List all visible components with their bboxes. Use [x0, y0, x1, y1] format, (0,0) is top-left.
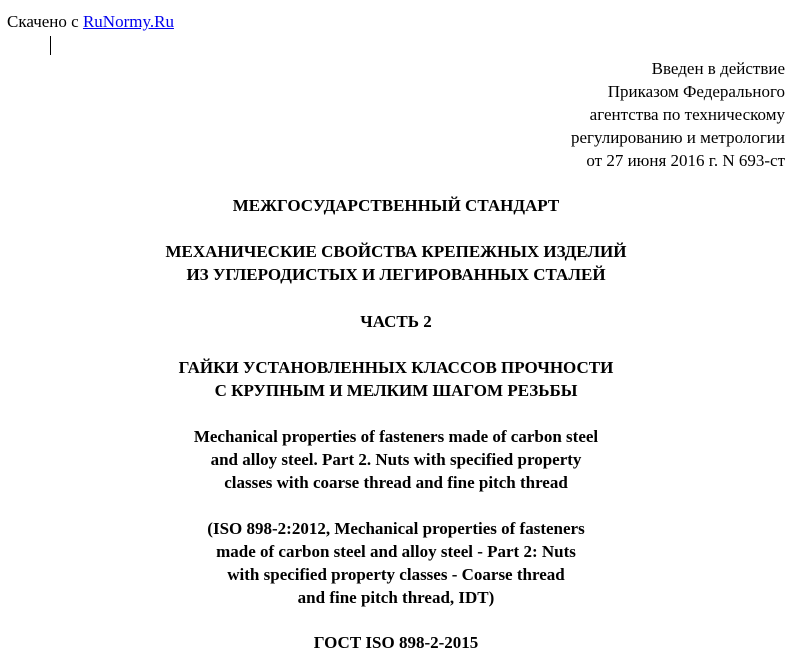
part-heading — [0, 310, 792, 333]
title-ru — [0, 240, 792, 286]
source-prefix: Скачено с — [7, 12, 83, 31]
title-en — [0, 425, 792, 494]
designation-text: ГОСТ ISO 898-2-2015 — [313, 633, 479, 652]
adoption-line: от 27 июня 2016 г. N 693-ст — [586, 151, 785, 170]
adoption-line: Приказом Федерального — [607, 82, 785, 101]
iso-reference-line: (ISO 898-2:2012, Mechanical properties of fasteners — [207, 519, 585, 538]
title-en-line: classes with coarse thread and fine pitch thread — [224, 473, 568, 492]
iso-reference-line: with specified property classes - Coarse thread — [227, 565, 565, 584]
adoption-line: Введен в действие — [651, 59, 785, 78]
standard-type — [0, 194, 792, 217]
source-link[interactable]: RuNormy.Ru — [82, 12, 174, 31]
standard-type-text: МЕЖГОСУДАРСТВЕННЫЙ СТАНДАРТ — [232, 196, 560, 215]
iso-reference — [0, 517, 792, 609]
part-text: ЧАСТЬ 2 — [360, 312, 432, 331]
adoption-line: агентства по техническому — [589, 105, 785, 124]
text-cursor — [50, 36, 51, 55]
subtitle-ru — [0, 356, 792, 402]
iso-reference-line: and fine pitch thread, IDT) — [297, 588, 495, 607]
designation — [0, 631, 792, 654]
iso-reference-line: made of carbon steel and alloy steel - Part 2: Nuts — [216, 542, 576, 561]
adoption-line: регулированию и метрологии — [570, 128, 785, 147]
subtitle-ru-line: ГАЙКИ УСТАНОВЛЕННЫХ КЛАССОВ ПРОЧНОСТИ — [178, 358, 614, 377]
source-line — [7, 10, 174, 33]
subtitle-ru-line: С КРУПНЫМ И МЕЛКИМ ШАГОМ РЕЗЬБЫ — [214, 381, 578, 400]
title-ru-line: МЕХАНИЧЕСКИЕ СВОЙСТВА КРЕПЕЖНЫХ ИЗДЕЛИЙ — [165, 242, 627, 261]
title-en-line: Mechanical properties of fasteners made of carbon steel — [193, 427, 599, 446]
title-en-line: and alloy steel. Part 2. Nuts with specified property — [210, 450, 582, 469]
adoption-notice — [571, 57, 785, 172]
title-ru-line: ИЗ УГЛЕРОДИСТЫХ И ЛЕГИРОВАННЫХ СТАЛЕЙ — [186, 265, 606, 284]
